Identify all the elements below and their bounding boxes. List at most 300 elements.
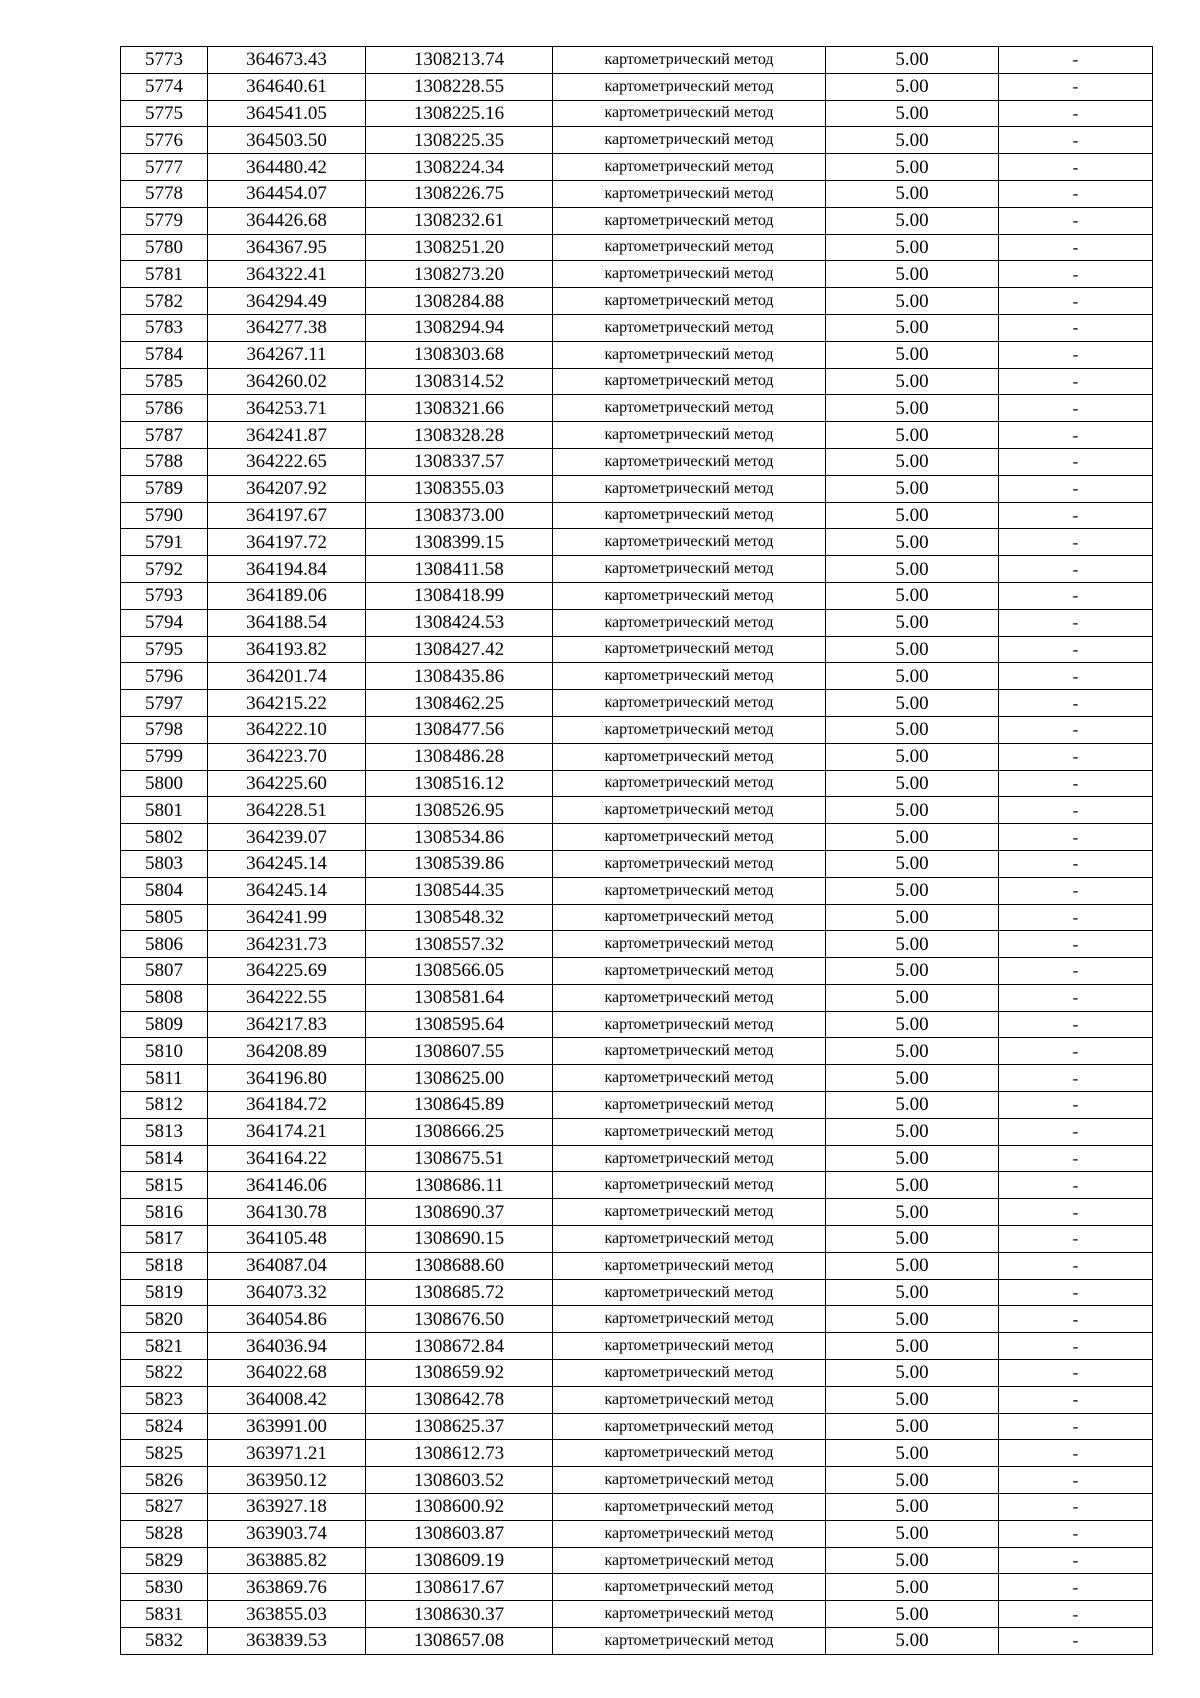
note-cell: - bbox=[999, 958, 1153, 985]
note-cell: - bbox=[999, 207, 1153, 234]
table-row bbox=[121, 341, 1153, 368]
point-number-cell: 5818 bbox=[121, 1252, 208, 1279]
note-cell: - bbox=[999, 1092, 1153, 1119]
point-number-cell: 5791 bbox=[121, 529, 208, 556]
table-row bbox=[121, 1145, 1153, 1172]
x-coordinate-cell: 364241.99 bbox=[208, 904, 366, 931]
x-coordinate-cell: 364036.94 bbox=[208, 1333, 366, 1360]
table-row bbox=[121, 984, 1153, 1011]
accuracy-cell: 5.00 bbox=[826, 1547, 999, 1574]
table-row bbox=[121, 1520, 1153, 1547]
y-coordinate-cell: 1308284.88 bbox=[366, 288, 553, 315]
accuracy-cell: 5.00 bbox=[826, 582, 999, 609]
y-coordinate-cell: 1308544.35 bbox=[366, 877, 553, 904]
y-coordinate-cell: 1308314.52 bbox=[366, 368, 553, 395]
method-cell: картометрический метод bbox=[553, 958, 826, 985]
y-coordinate-cell: 1308418.99 bbox=[366, 582, 553, 609]
note-cell: - bbox=[999, 636, 1153, 663]
method-cell: картометрический метод bbox=[553, 1092, 826, 1119]
accuracy-cell: 5.00 bbox=[826, 314, 999, 341]
point-number-cell: 5805 bbox=[121, 904, 208, 931]
point-number-cell: 5829 bbox=[121, 1547, 208, 1574]
y-coordinate-cell: 1308625.37 bbox=[366, 1413, 553, 1440]
point-number-cell: 5816 bbox=[121, 1199, 208, 1226]
x-coordinate-cell: 363927.18 bbox=[208, 1494, 366, 1521]
point-number-cell: 5796 bbox=[121, 663, 208, 690]
x-coordinate-cell: 364196.80 bbox=[208, 1065, 366, 1092]
x-coordinate-cell: 364197.67 bbox=[208, 502, 366, 529]
table-row bbox=[121, 1413, 1153, 1440]
coordinates-table bbox=[120, 46, 1153, 1655]
table-row bbox=[121, 154, 1153, 181]
point-number-cell: 5810 bbox=[121, 1038, 208, 1065]
y-coordinate-cell: 1308688.60 bbox=[366, 1252, 553, 1279]
x-coordinate-cell: 364197.72 bbox=[208, 529, 366, 556]
y-coordinate-cell: 1308566.05 bbox=[366, 958, 553, 985]
method-cell: картометрический метод bbox=[553, 1601, 826, 1628]
y-coordinate-cell: 1308603.87 bbox=[366, 1520, 553, 1547]
accuracy-cell: 5.00 bbox=[826, 127, 999, 154]
y-coordinate-cell: 1308581.64 bbox=[366, 984, 553, 1011]
x-coordinate-cell: 364217.83 bbox=[208, 1011, 366, 1038]
y-coordinate-cell: 1308690.37 bbox=[366, 1199, 553, 1226]
accuracy-cell: 5.00 bbox=[826, 1333, 999, 1360]
method-cell: картометрический метод bbox=[553, 931, 826, 958]
x-coordinate-cell: 364223.70 bbox=[208, 743, 366, 770]
method-cell: картометрический метод bbox=[553, 368, 826, 395]
point-number-cell: 5800 bbox=[121, 770, 208, 797]
y-coordinate-cell: 1308600.92 bbox=[366, 1494, 553, 1521]
table-row bbox=[121, 1279, 1153, 1306]
x-coordinate-cell: 364164.22 bbox=[208, 1145, 366, 1172]
note-cell: - bbox=[999, 1413, 1153, 1440]
table-row bbox=[121, 1252, 1153, 1279]
note-cell: - bbox=[999, 1547, 1153, 1574]
x-coordinate-cell: 364225.60 bbox=[208, 770, 366, 797]
method-cell: картометрический метод bbox=[553, 1145, 826, 1172]
point-number-cell: 5778 bbox=[121, 180, 208, 207]
method-cell: картометрический метод bbox=[553, 180, 826, 207]
y-coordinate-cell: 1308676.50 bbox=[366, 1306, 553, 1333]
y-coordinate-cell: 1308557.32 bbox=[366, 931, 553, 958]
x-coordinate-cell: 364245.14 bbox=[208, 850, 366, 877]
note-cell: - bbox=[999, 154, 1153, 181]
note-cell: - bbox=[999, 850, 1153, 877]
method-cell: картометрический метод bbox=[553, 770, 826, 797]
x-coordinate-cell: 363950.12 bbox=[208, 1467, 366, 1494]
point-number-cell: 5830 bbox=[121, 1574, 208, 1601]
y-coordinate-cell: 1308321.66 bbox=[366, 395, 553, 422]
table-row bbox=[121, 47, 1153, 74]
accuracy-cell: 5.00 bbox=[826, 1467, 999, 1494]
x-coordinate-cell: 364239.07 bbox=[208, 824, 366, 851]
table-row bbox=[121, 797, 1153, 824]
y-coordinate-cell: 1308213.74 bbox=[366, 47, 553, 74]
accuracy-cell: 5.00 bbox=[826, 716, 999, 743]
note-cell: - bbox=[999, 609, 1153, 636]
x-coordinate-cell: 364105.48 bbox=[208, 1226, 366, 1253]
point-number-cell: 5789 bbox=[121, 475, 208, 502]
accuracy-cell: 5.00 bbox=[826, 1145, 999, 1172]
x-coordinate-cell: 364054.86 bbox=[208, 1306, 366, 1333]
point-number-cell: 5776 bbox=[121, 127, 208, 154]
note-cell: - bbox=[999, 1440, 1153, 1467]
y-coordinate-cell: 1308273.20 bbox=[366, 261, 553, 288]
table-row bbox=[121, 850, 1153, 877]
accuracy-cell: 5.00 bbox=[826, 1038, 999, 1065]
x-coordinate-cell: 364503.50 bbox=[208, 127, 366, 154]
method-cell: картометрический метод bbox=[553, 1038, 826, 1065]
note-cell: - bbox=[999, 422, 1153, 449]
note-cell: - bbox=[999, 1011, 1153, 1038]
point-number-cell: 5807 bbox=[121, 958, 208, 985]
note-cell: - bbox=[999, 1360, 1153, 1387]
note-cell: - bbox=[999, 690, 1153, 717]
point-number-cell: 5826 bbox=[121, 1467, 208, 1494]
note-cell: - bbox=[999, 984, 1153, 1011]
x-coordinate-cell: 364222.65 bbox=[208, 448, 366, 475]
x-coordinate-cell: 363885.82 bbox=[208, 1547, 366, 1574]
note-cell: - bbox=[999, 1386, 1153, 1413]
method-cell: картометрический метод bbox=[553, 1199, 826, 1226]
note-cell: - bbox=[999, 288, 1153, 315]
method-cell: картометрический метод bbox=[553, 743, 826, 770]
y-coordinate-cell: 1308659.92 bbox=[366, 1360, 553, 1387]
method-cell: картометрический метод bbox=[553, 582, 826, 609]
note-cell: - bbox=[999, 368, 1153, 395]
x-coordinate-cell: 364426.68 bbox=[208, 207, 366, 234]
point-number-cell: 5832 bbox=[121, 1628, 208, 1655]
y-coordinate-cell: 1308373.00 bbox=[366, 502, 553, 529]
y-coordinate-cell: 1308666.25 bbox=[366, 1118, 553, 1145]
accuracy-cell: 5.00 bbox=[826, 1413, 999, 1440]
x-coordinate-cell: 364207.92 bbox=[208, 475, 366, 502]
table-row bbox=[121, 904, 1153, 931]
document-page bbox=[120, 46, 1152, 1655]
y-coordinate-cell: 1308685.72 bbox=[366, 1279, 553, 1306]
table-row bbox=[121, 1333, 1153, 1360]
table-row bbox=[121, 1011, 1153, 1038]
method-cell: картометрический метод bbox=[553, 1467, 826, 1494]
note-cell: - bbox=[999, 1628, 1153, 1655]
method-cell: картометрический метод bbox=[553, 797, 826, 824]
table-row bbox=[121, 1065, 1153, 1092]
point-number-cell: 5808 bbox=[121, 984, 208, 1011]
y-coordinate-cell: 1308548.32 bbox=[366, 904, 553, 931]
y-coordinate-cell: 1308462.25 bbox=[366, 690, 553, 717]
point-number-cell: 5781 bbox=[121, 261, 208, 288]
note-cell: - bbox=[999, 797, 1153, 824]
point-number-cell: 5801 bbox=[121, 797, 208, 824]
note-cell: - bbox=[999, 1065, 1153, 1092]
x-coordinate-cell: 364189.06 bbox=[208, 582, 366, 609]
x-coordinate-cell: 364073.32 bbox=[208, 1279, 366, 1306]
note-cell: - bbox=[999, 47, 1153, 74]
y-coordinate-cell: 1308225.16 bbox=[366, 100, 553, 127]
point-number-cell: 5825 bbox=[121, 1440, 208, 1467]
accuracy-cell: 5.00 bbox=[826, 475, 999, 502]
y-coordinate-cell: 1308612.73 bbox=[366, 1440, 553, 1467]
point-number-cell: 5820 bbox=[121, 1306, 208, 1333]
point-number-cell: 5824 bbox=[121, 1413, 208, 1440]
table-row bbox=[121, 1440, 1153, 1467]
method-cell: картометрический метод bbox=[553, 1333, 826, 1360]
accuracy-cell: 5.00 bbox=[826, 1601, 999, 1628]
note-cell: - bbox=[999, 73, 1153, 100]
x-coordinate-cell: 363903.74 bbox=[208, 1520, 366, 1547]
point-number-cell: 5787 bbox=[121, 422, 208, 449]
table-row bbox=[121, 958, 1153, 985]
point-number-cell: 5784 bbox=[121, 341, 208, 368]
table-row bbox=[121, 1494, 1153, 1521]
table-row bbox=[121, 824, 1153, 851]
method-cell: картометрический метод bbox=[553, 234, 826, 261]
y-coordinate-cell: 1308411.58 bbox=[366, 556, 553, 583]
method-cell: картометрический метод bbox=[553, 1172, 826, 1199]
y-coordinate-cell: 1308337.57 bbox=[366, 448, 553, 475]
accuracy-cell: 5.00 bbox=[826, 1172, 999, 1199]
method-cell: картометрический метод bbox=[553, 1520, 826, 1547]
method-cell: картометрический метод bbox=[553, 1226, 826, 1253]
x-coordinate-cell: 364146.06 bbox=[208, 1172, 366, 1199]
y-coordinate-cell: 1308675.51 bbox=[366, 1145, 553, 1172]
table-row bbox=[121, 475, 1153, 502]
x-coordinate-cell: 364087.04 bbox=[208, 1252, 366, 1279]
method-cell: картометрический метод bbox=[553, 690, 826, 717]
note-cell: - bbox=[999, 1172, 1153, 1199]
table-row bbox=[121, 314, 1153, 341]
table-row bbox=[121, 636, 1153, 663]
x-coordinate-cell: 364184.72 bbox=[208, 1092, 366, 1119]
accuracy-cell: 5.00 bbox=[826, 502, 999, 529]
method-cell: картометрический метод bbox=[553, 1628, 826, 1655]
x-coordinate-cell: 364245.14 bbox=[208, 877, 366, 904]
method-cell: картометрический метод bbox=[553, 261, 826, 288]
point-number-cell: 5774 bbox=[121, 73, 208, 100]
table-row bbox=[121, 180, 1153, 207]
x-coordinate-cell: 364222.55 bbox=[208, 984, 366, 1011]
x-coordinate-cell: 364253.71 bbox=[208, 395, 366, 422]
point-number-cell: 5779 bbox=[121, 207, 208, 234]
method-cell: картометрический метод bbox=[553, 1118, 826, 1145]
table-row bbox=[121, 261, 1153, 288]
accuracy-cell: 5.00 bbox=[826, 288, 999, 315]
y-coordinate-cell: 1308232.61 bbox=[366, 207, 553, 234]
point-number-cell: 5821 bbox=[121, 1333, 208, 1360]
table-row bbox=[121, 1547, 1153, 1574]
accuracy-cell: 5.00 bbox=[826, 770, 999, 797]
note-cell: - bbox=[999, 716, 1153, 743]
point-number-cell: 5783 bbox=[121, 314, 208, 341]
table-row bbox=[121, 1172, 1153, 1199]
method-cell: картометрический метод bbox=[553, 100, 826, 127]
point-number-cell: 5782 bbox=[121, 288, 208, 315]
accuracy-cell: 5.00 bbox=[826, 958, 999, 985]
point-number-cell: 5817 bbox=[121, 1226, 208, 1253]
x-coordinate-cell: 364367.95 bbox=[208, 234, 366, 261]
accuracy-cell: 5.00 bbox=[826, 743, 999, 770]
table-row bbox=[121, 556, 1153, 583]
table-row bbox=[121, 529, 1153, 556]
accuracy-cell: 5.00 bbox=[826, 850, 999, 877]
accuracy-cell: 5.00 bbox=[826, 1520, 999, 1547]
y-coordinate-cell: 1308224.34 bbox=[366, 154, 553, 181]
table-row bbox=[121, 931, 1153, 958]
note-cell: - bbox=[999, 341, 1153, 368]
x-coordinate-cell: 364208.89 bbox=[208, 1038, 366, 1065]
note-cell: - bbox=[999, 1252, 1153, 1279]
note-cell: - bbox=[999, 1520, 1153, 1547]
accuracy-cell: 5.00 bbox=[826, 797, 999, 824]
y-coordinate-cell: 1308435.86 bbox=[366, 663, 553, 690]
accuracy-cell: 5.00 bbox=[826, 663, 999, 690]
x-coordinate-cell: 364022.68 bbox=[208, 1360, 366, 1387]
method-cell: картометрический метод bbox=[553, 422, 826, 449]
accuracy-cell: 5.00 bbox=[826, 47, 999, 74]
point-number-cell: 5823 bbox=[121, 1386, 208, 1413]
point-number-cell: 5831 bbox=[121, 1601, 208, 1628]
method-cell: картометрический метод bbox=[553, 1279, 826, 1306]
method-cell: картометрический метод bbox=[553, 395, 826, 422]
note-cell: - bbox=[999, 1467, 1153, 1494]
point-number-cell: 5786 bbox=[121, 395, 208, 422]
accuracy-cell: 5.00 bbox=[826, 904, 999, 931]
table-row bbox=[121, 73, 1153, 100]
accuracy-cell: 5.00 bbox=[826, 1360, 999, 1387]
method-cell: картометрический метод bbox=[553, 850, 826, 877]
method-cell: картометрический метод bbox=[553, 1440, 826, 1467]
coordinates-table-body bbox=[121, 47, 1153, 1655]
x-coordinate-cell: 364215.22 bbox=[208, 690, 366, 717]
method-cell: картометрический метод bbox=[553, 984, 826, 1011]
note-cell: - bbox=[999, 448, 1153, 475]
table-row bbox=[121, 207, 1153, 234]
table-row bbox=[121, 100, 1153, 127]
y-coordinate-cell: 1308399.15 bbox=[366, 529, 553, 556]
point-number-cell: 5799 bbox=[121, 743, 208, 770]
point-number-cell: 5822 bbox=[121, 1360, 208, 1387]
table-row bbox=[121, 1199, 1153, 1226]
point-number-cell: 5792 bbox=[121, 556, 208, 583]
accuracy-cell: 5.00 bbox=[826, 395, 999, 422]
x-coordinate-cell: 364322.41 bbox=[208, 261, 366, 288]
y-coordinate-cell: 1308539.86 bbox=[366, 850, 553, 877]
note-cell: - bbox=[999, 743, 1153, 770]
x-coordinate-cell: 364188.54 bbox=[208, 609, 366, 636]
point-number-cell: 5795 bbox=[121, 636, 208, 663]
accuracy-cell: 5.00 bbox=[826, 261, 999, 288]
point-number-cell: 5815 bbox=[121, 1172, 208, 1199]
method-cell: картометрический метод bbox=[553, 73, 826, 100]
table-row bbox=[121, 1386, 1153, 1413]
method-cell: картометрический метод bbox=[553, 716, 826, 743]
method-cell: картометрический метод bbox=[553, 502, 826, 529]
table-row bbox=[121, 1601, 1153, 1628]
y-coordinate-cell: 1308303.68 bbox=[366, 341, 553, 368]
note-cell: - bbox=[999, 1199, 1153, 1226]
x-coordinate-cell: 364294.49 bbox=[208, 288, 366, 315]
note-cell: - bbox=[999, 261, 1153, 288]
y-coordinate-cell: 1308686.11 bbox=[366, 1172, 553, 1199]
table-row bbox=[121, 502, 1153, 529]
note-cell: - bbox=[999, 582, 1153, 609]
method-cell: картометрический метод bbox=[553, 1065, 826, 1092]
method-cell: картометрический метод bbox=[553, 1252, 826, 1279]
x-coordinate-cell: 364541.05 bbox=[208, 100, 366, 127]
y-coordinate-cell: 1308355.03 bbox=[366, 475, 553, 502]
y-coordinate-cell: 1308526.95 bbox=[366, 797, 553, 824]
accuracy-cell: 5.00 bbox=[826, 609, 999, 636]
y-coordinate-cell: 1308228.55 bbox=[366, 73, 553, 100]
point-number-cell: 5785 bbox=[121, 368, 208, 395]
method-cell: картометрический метод bbox=[553, 314, 826, 341]
x-coordinate-cell: 364201.74 bbox=[208, 663, 366, 690]
note-cell: - bbox=[999, 1333, 1153, 1360]
point-number-cell: 5777 bbox=[121, 154, 208, 181]
accuracy-cell: 5.00 bbox=[826, 1252, 999, 1279]
point-number-cell: 5788 bbox=[121, 448, 208, 475]
method-cell: картометрический метод bbox=[553, 1547, 826, 1574]
method-cell: картометрический метод bbox=[553, 448, 826, 475]
table-row bbox=[121, 1574, 1153, 1601]
method-cell: картометрический метод bbox=[553, 529, 826, 556]
point-number-cell: 5811 bbox=[121, 1065, 208, 1092]
method-cell: картометрический метод bbox=[553, 341, 826, 368]
note-cell: - bbox=[999, 1279, 1153, 1306]
accuracy-cell: 5.00 bbox=[826, 636, 999, 663]
table-row bbox=[121, 770, 1153, 797]
note-cell: - bbox=[999, 1226, 1153, 1253]
y-coordinate-cell: 1308226.75 bbox=[366, 180, 553, 207]
y-coordinate-cell: 1308294.94 bbox=[366, 314, 553, 341]
y-coordinate-cell: 1308657.08 bbox=[366, 1628, 553, 1655]
note-cell: - bbox=[999, 395, 1153, 422]
point-number-cell: 5793 bbox=[121, 582, 208, 609]
x-coordinate-cell: 364260.02 bbox=[208, 368, 366, 395]
note-cell: - bbox=[999, 1038, 1153, 1065]
method-cell: картометрический метод bbox=[553, 824, 826, 851]
y-coordinate-cell: 1308595.64 bbox=[366, 1011, 553, 1038]
table-row bbox=[121, 1628, 1153, 1655]
method-cell: картометрический метод bbox=[553, 636, 826, 663]
x-coordinate-cell: 363839.53 bbox=[208, 1628, 366, 1655]
accuracy-cell: 5.00 bbox=[826, 234, 999, 261]
accuracy-cell: 5.00 bbox=[826, 1065, 999, 1092]
point-number-cell: 5780 bbox=[121, 234, 208, 261]
accuracy-cell: 5.00 bbox=[826, 100, 999, 127]
accuracy-cell: 5.00 bbox=[826, 877, 999, 904]
table-row bbox=[121, 234, 1153, 261]
point-number-cell: 5827 bbox=[121, 1494, 208, 1521]
note-cell: - bbox=[999, 824, 1153, 851]
y-coordinate-cell: 1308516.12 bbox=[366, 770, 553, 797]
point-number-cell: 5794 bbox=[121, 609, 208, 636]
accuracy-cell: 5.00 bbox=[826, 1092, 999, 1119]
table-row bbox=[121, 1092, 1153, 1119]
note-cell: - bbox=[999, 502, 1153, 529]
accuracy-cell: 5.00 bbox=[826, 448, 999, 475]
note-cell: - bbox=[999, 100, 1153, 127]
y-coordinate-cell: 1308328.28 bbox=[366, 422, 553, 449]
method-cell: картометрический метод bbox=[553, 475, 826, 502]
point-number-cell: 5803 bbox=[121, 850, 208, 877]
y-coordinate-cell: 1308630.37 bbox=[366, 1601, 553, 1628]
y-coordinate-cell: 1308477.56 bbox=[366, 716, 553, 743]
accuracy-cell: 5.00 bbox=[826, 1494, 999, 1521]
accuracy-cell: 5.00 bbox=[826, 690, 999, 717]
x-coordinate-cell: 363855.03 bbox=[208, 1601, 366, 1628]
accuracy-cell: 5.00 bbox=[826, 1226, 999, 1253]
